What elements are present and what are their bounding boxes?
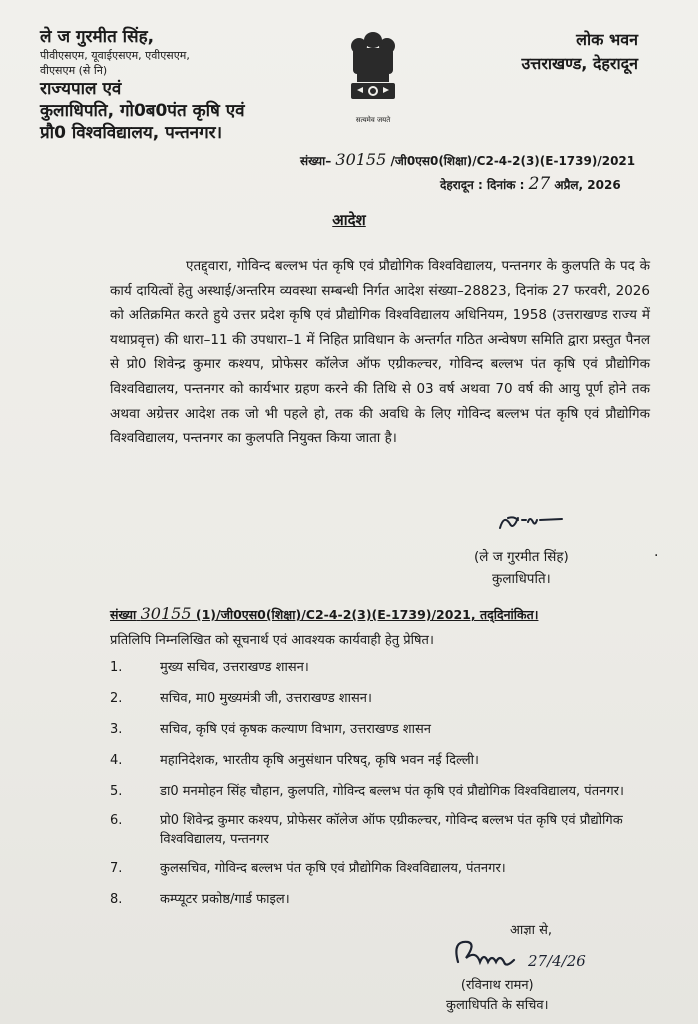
sender-awards-line2: वीएसएम (से नि) (40, 64, 108, 77)
reference-number (300, 150, 635, 169)
list-item: 2. सचिव, मा0 मुख्यमंत्री जी, उत्तराखण्ड शासन। (110, 691, 372, 706)
ink-dot: · (654, 548, 659, 564)
handwritten-signature-icon (450, 932, 600, 980)
signature-mark (496, 508, 566, 544)
copy-suffix: (1)/जी0एस0(शिक्षा)/C2-4-2(3)(E-1739)/2021, तद्‌दिनांकित। (195, 607, 539, 622)
sender-role-line1: राज्यपाल एवं (40, 79, 122, 99)
state-emblem (336, 26, 410, 125)
secretary-title: कुलाधिपति के सचिव। (446, 998, 549, 1013)
signatory-title: कुलाधिपति। (491, 571, 551, 587)
office-line2: उत्तराखण्ड, देहरादून (521, 54, 638, 73)
list-item: 1. मुख्य सचिव, उत्तराखण्ड शासन। (110, 660, 309, 675)
sender-awards-line1: पीवीएसएम, यूवाईएसएम, एवीएसएम, (40, 49, 190, 62)
reference-handwritten-number: 30155 (335, 150, 387, 169)
reference-prefix: संख्या– (300, 154, 332, 168)
reference-suffix: /जी0एस0(शिक्षा)/C2-4-2(3)(E-1739)/2021 (390, 154, 636, 168)
office-address (522, 28, 638, 76)
date-prefix: देहरादून : दिनांक : (440, 178, 525, 192)
order-date (440, 174, 621, 194)
date-handwritten-day: 27 (528, 174, 551, 194)
copy-reference (110, 604, 538, 623)
copy-handwritten-number: 30155 (140, 604, 192, 623)
list-item: 5. डा0 मनमोहन सिंह चौहान, कुलपति, गोविन्द बल्लभ पंत कृषि एवं प्रौद्योगिक विश्वविद्यालय, पंतनगर। (110, 784, 624, 799)
office-line1: लोक भवन (576, 30, 638, 49)
signatory-block (474, 546, 569, 590)
signatory-name: (ले ज गुरमीत सिंह) (474, 549, 569, 565)
emblem-motto: सत्यमेव जयते (355, 116, 391, 124)
lion-capital-emblem-icon (343, 26, 403, 114)
list-item: 3. सचिव, कृषि एवं कृषक कल्याण विभाग, उत्तराखण्ड शासन (110, 722, 432, 737)
signature-date: 27/4/26 (528, 952, 586, 970)
sender-block (40, 26, 245, 144)
list-item: 6. प्रो0 शिवेन्द्र कुमार कश्यप, प्रोफेसर कॉलेज ऑफ एग्रीकल्चर, गोविन्द बल्लभ पंत कृषि एवं प्रौद्योगिक विश्वविद्यालय, पन्तनगर (110, 813, 623, 847)
list-item: 4. महानिदेशक, भारतीय कृषि अनुसंधान परिषद्, कृषि भवन नई दिल्ली। (110, 753, 479, 768)
order-title: आदेश (332, 211, 366, 229)
list-item: 7. कुलसचिव, गोविन्द बल्लभ पंत कृषि एवं प्रौद्योगिक विश्वविद्यालय, पंतनगर। (110, 861, 506, 876)
copy-prefix: संख्या (110, 607, 137, 622)
sender-role-line3: प्रौ0 विश्वविद्यालय, पन्तनगर। (40, 123, 223, 143)
secretary-block (446, 976, 549, 1016)
list-item: 8. कम्प्यूटर प्रकोष्ठ/गार्ड फाइल। (110, 892, 290, 907)
recipient-list (110, 658, 670, 921)
sender-role-line2: कुलाधिपति, गो0ब0पंत कृषि एवं (40, 101, 245, 121)
copy-intro: प्रतिलिपि निम्नलिखित को सूचनार्थ एवं आवश्यक कार्यवाही हेतु प्रेषित। (110, 633, 434, 648)
date-suffix: अप्रैल, 2026 (554, 178, 621, 192)
sender-name: ले ज गुरमीत सिंह, (40, 27, 155, 47)
by-order-text: आज्ञा से, (510, 923, 553, 938)
order-body: एतद्द्वारा, गोविन्द बल्लभ पंत कृषि एवं प्रौद्योगिक विश्वविद्यालय, पन्तनगर के कुलपति के पद के कार्य दायित्वों हेतु अस्थाई/अन्तरिम व्यवस्था सम्बन्धी निर्गत आदेश संख्या–28823, दिनांक 27 फरवरी, 2026 को अतिक्रमित करते हुये उत्तर प्रदेश कृषि एवं प्रौद्योगिक विश्वविद्यालय अधिनियम, 1958 (उत्तराखण्ड राज्य में यथाप्रवृत्त) की धारा–11 की उपधारा–1 में निहित प्राविधान के अन्तर्गत गठित अन्वेषण समिति द्वारा प्रस्तुत पैनल से प्रो0 शिवेन्द्र कुमार कश्यप, प्रोफेसर कॉलेज ऑफ एग्रीकल्चर, गोविन्द बल्लभ पंत कृषि एवं प्रौद्योगिक विश्वविद्यालय, पन्तनगर को कार्यभार ग्रहण करने की तिथि से 03 वर्ष अथवा 70 वर्ष की आयु पूर्ण होने तक अथवा अग्रेत्तर आदेश तक जो भी पहले हो, तक की अवधि के लिए गोविन्द बल्लभ पंत कृषि एवं प्रौद्योगिक विश्वविद्यालय, पन्तनगर का कुलपति नियुक्त किया जाता है। (110, 258, 650, 447)
secretary-name: (रविनाथ रामन) (460, 978, 534, 993)
handwritten-signature-icon (496, 508, 566, 540)
